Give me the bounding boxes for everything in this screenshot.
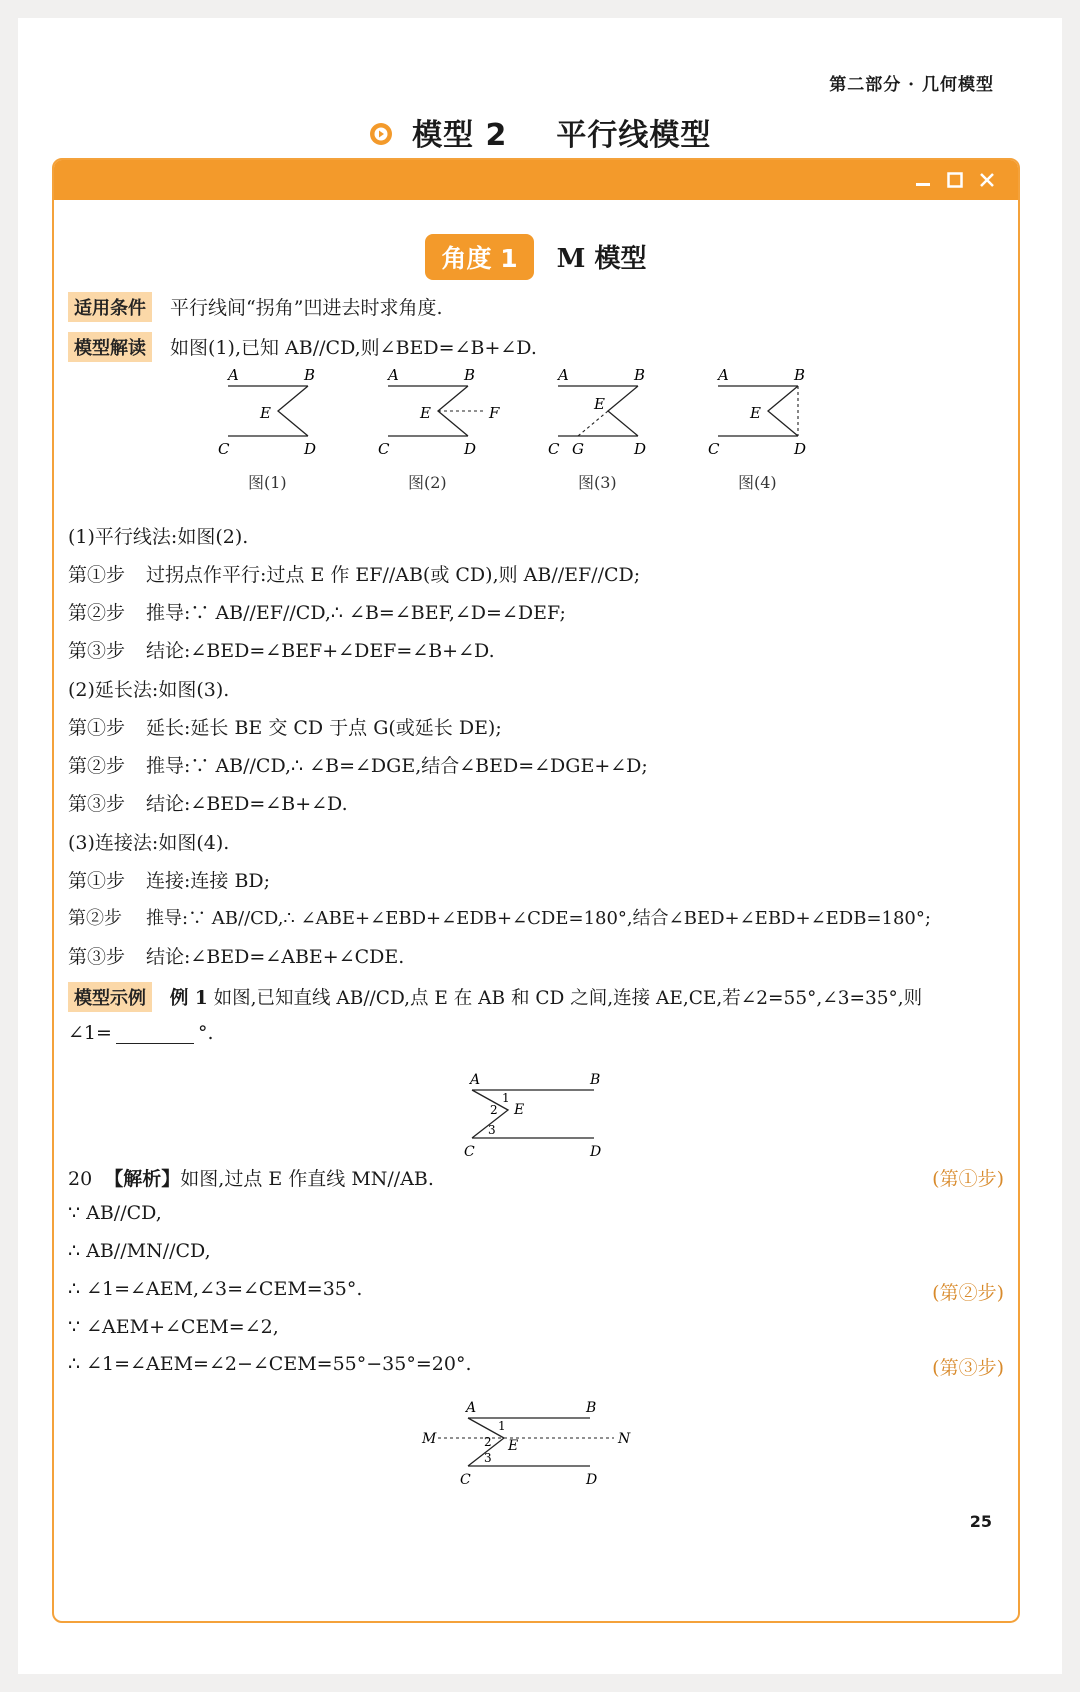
sol-angle-3: 3	[484, 1451, 492, 1465]
fig2-label-b: B	[464, 366, 476, 384]
solution-figure	[418, 1398, 648, 1494]
fig2-label-e: E	[420, 404, 431, 422]
method-2-step-2	[68, 751, 648, 778]
solution-text: 如图,过点 E 作直线 MN//AB.	[180, 1168, 434, 1190]
method-3-step-1	[68, 866, 270, 893]
step-label: 第②步	[68, 602, 126, 624]
ex-angle-2: 2	[490, 1103, 498, 1117]
angle-title: M 模型	[556, 244, 647, 274]
example-label: 例 1	[169, 988, 208, 1009]
method-1-step-1	[68, 560, 640, 587]
fig2-label-c: C	[378, 440, 390, 458]
step-label: 第①步	[68, 564, 126, 586]
fig1-label-b: B	[304, 366, 316, 384]
method-1-heading: (1)平行线法:如图(2).	[68, 526, 249, 548]
method-1-step-2	[68, 598, 566, 625]
interpretation-text: 如图(1),已知 AB//CD,则∠BED=∠B+∠D.	[170, 337, 537, 359]
fig4-label-c: C	[708, 440, 720, 458]
title-name: 平行线模型	[556, 118, 712, 153]
question-prefix: ∠1=	[68, 1022, 112, 1044]
step-text: 推导:∵ AB//CD,∴ ∠ABE+∠EBD+∠EDB+∠CDE=180°,结合∠BED+∠EBD+∠EDB=180°;	[146, 908, 931, 929]
conditions-row	[68, 292, 443, 322]
method-3-heading: (3)连接法:如图(4).	[68, 832, 230, 854]
conditions-tag: 适用条件	[68, 292, 152, 322]
fig2-label-a: A	[388, 366, 399, 384]
interpretation-row	[68, 332, 537, 362]
sol-label-m: M	[422, 1431, 437, 1447]
question-suffix: °.	[197, 1022, 214, 1044]
ex-label-d: D	[590, 1144, 602, 1160]
method-3-step-2	[68, 904, 931, 930]
fig3-label-g: G	[572, 440, 584, 458]
minimize-icon[interactable]	[914, 171, 932, 189]
step-label: 第②步	[68, 755, 126, 777]
sol-label-b: B	[586, 1400, 597, 1416]
fig4-label-d: D	[794, 440, 807, 458]
model-figures	[204, 366, 844, 501]
step-text: 推导:∵ AB//EF//CD,∴ ∠B=∠BEF,∠D=∠DEF;	[146, 602, 566, 624]
fig3-label-d: D	[634, 440, 647, 458]
sol-label-a: A	[466, 1400, 477, 1416]
solution-line-6: ∴ ∠1=∠AEM=∠2−∠CEM=55°−35°=20°.	[68, 1353, 472, 1375]
ex-label-e: E	[514, 1102, 525, 1118]
solution-line-4: ∴ ∠1=∠AEM,∠3=∠CEM=35°.	[68, 1278, 363, 1300]
fig1-label-c: C	[218, 440, 230, 458]
example-figure	[464, 1070, 624, 1166]
fig4-label-e: E	[750, 404, 761, 422]
ex-label-c: C	[464, 1144, 475, 1160]
solution-note-1: (第①步)	[932, 1168, 1004, 1190]
step-text: 结论:∠BED=∠BEF+∠DEF=∠B+∠D.	[146, 640, 495, 662]
fig4-label-b: B	[794, 366, 806, 384]
solution-note-2: (第②步)	[932, 1282, 1004, 1304]
step-text: 连接:连接 BD;	[146, 870, 271, 892]
sol-label-c: C	[460, 1472, 471, 1488]
method-3-step-3	[68, 942, 404, 969]
method-2-step-1	[68, 713, 502, 740]
solution-line-1	[68, 1164, 434, 1191]
content-card	[52, 158, 1020, 1623]
solution-answer: 20	[68, 1168, 93, 1190]
solution-tag: 【解析】	[104, 1168, 181, 1190]
sol-angle-1: 1	[498, 1419, 506, 1433]
maximize-icon[interactable]	[946, 171, 964, 189]
example-tag: 模型示例	[68, 982, 152, 1012]
fig2-label-d: D	[464, 440, 477, 458]
solution-line-5: ∵ ∠AEM+∠CEM=∠2,	[68, 1316, 279, 1338]
example-text: 如图,已知直线 AB//CD,点 E 在 AB 和 CD 之间,连接 AE,CE,若∠2=55°,∠3=35°,则	[213, 988, 923, 1009]
fig1-caption: 图(1)	[248, 473, 287, 492]
sol-label-e: E	[508, 1438, 519, 1454]
step-label: 第②步	[68, 908, 122, 929]
example-question-line	[68, 1022, 213, 1044]
fig3-caption: 图(3)	[578, 473, 617, 492]
fig3-label-e: E	[594, 395, 605, 413]
conditions-text: 平行线间“拐角”凹进去时求角度.	[170, 297, 443, 319]
ex-label-b: B	[590, 1072, 601, 1088]
step-text: 结论:∠BED=∠B+∠D.	[146, 793, 348, 815]
ex-angle-3: 3	[488, 1123, 496, 1137]
play-icon	[369, 119, 393, 154]
fig3-label-c: C	[548, 440, 560, 458]
step-text: 延长:延长 BE 交 CD 于点 G(或延长 DE);	[146, 717, 502, 739]
card-titlebar	[54, 160, 1018, 200]
figure-4	[708, 366, 806, 492]
solution-note-3: (第③步)	[932, 1357, 1004, 1379]
page	[18, 18, 1062, 1674]
method-2-heading: (2)延长法:如图(3).	[68, 679, 230, 701]
answer-blank	[116, 1025, 194, 1044]
title-model: 模型 2	[412, 118, 508, 153]
method-2-step-3	[68, 789, 348, 816]
ex-label-a: A	[470, 1072, 481, 1088]
fig4-label-a: A	[718, 366, 729, 384]
angle-badge: 角度 1	[425, 234, 533, 280]
page-title	[18, 110, 1062, 154]
example-row	[68, 982, 922, 1012]
step-label: 第③步	[68, 640, 126, 662]
ex-angle-1: 1	[502, 1091, 510, 1105]
section-header: 第二部分 · 几何模型	[829, 75, 994, 95]
sol-angle-2: 2	[484, 1435, 492, 1449]
interpretation-tag: 模型解读	[68, 332, 152, 362]
step-text: 过拐点作平行:过点 E 作 EF//AB(或 CD),则 AB//EF//CD;	[146, 564, 641, 586]
method-1-step-3	[68, 636, 495, 663]
figure-1	[218, 366, 316, 492]
step-label: 第③步	[68, 946, 126, 968]
angle-heading	[54, 234, 1018, 280]
step-label: 第③步	[68, 793, 126, 815]
fig1-label-d: D	[304, 440, 317, 458]
step-label: 第①步	[68, 717, 126, 739]
step-text: 结论:∠BED=∠ABE+∠CDE.	[146, 946, 405, 968]
fig2-caption: 图(2)	[408, 473, 447, 492]
step-label: 第①步	[68, 870, 126, 892]
page-number: 25	[969, 1512, 992, 1531]
sol-label-d: D	[586, 1472, 598, 1488]
step-text: 推导:∵ AB//CD,∴ ∠B=∠DGE,结合∠BED=∠DGE+∠D;	[146, 755, 648, 777]
close-icon[interactable]	[978, 171, 996, 189]
solution-line-2: ∵ AB//CD,	[68, 1202, 162, 1224]
fig2-label-f: F	[489, 404, 500, 422]
fig4-caption: 图(4)	[738, 473, 777, 492]
fig3-label-b: B	[634, 366, 646, 384]
figure-3	[548, 366, 646, 492]
solution-line-3: ∴ AB//MN//CD,	[68, 1240, 211, 1262]
fig1-label-a: A	[228, 366, 239, 384]
fig3-label-a: A	[558, 366, 569, 384]
figure-2	[378, 366, 500, 492]
sol-label-n: N	[618, 1431, 631, 1447]
fig1-label-e: E	[260, 404, 271, 422]
